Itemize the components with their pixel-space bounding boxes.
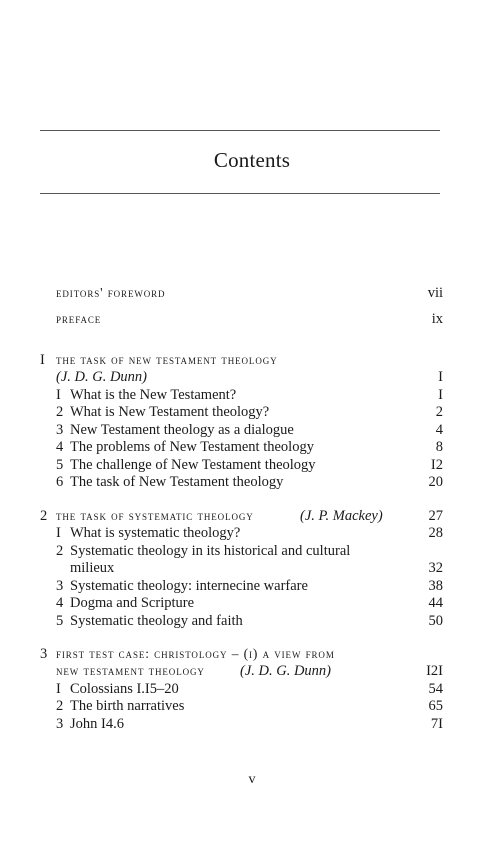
toc-section[interactable] (0, 697, 504, 715)
toc-entry-preface[interactable] (0, 310, 504, 328)
chapter-title: first test case: christology – (i) a view from (56, 646, 335, 661)
chapter-number: 3 (40, 646, 48, 662)
entry-page: 27 (428, 508, 443, 524)
entry-page: 44 (428, 595, 443, 611)
chapter-title: the task of systematic theology (56, 508, 254, 523)
section-title: milieux (70, 560, 115, 576)
top-rule (40, 130, 440, 131)
section-number: 5 (56, 613, 64, 629)
entry-page: vii (427, 285, 443, 301)
entry-title: preface (56, 311, 102, 326)
chapter-number: 2 (40, 508, 48, 524)
chapter-3-heading[interactable] (0, 645, 504, 663)
section-number: 4 (56, 595, 64, 611)
section-title: Dogma and Scripture (70, 595, 195, 611)
entry-page: 4 (435, 422, 443, 438)
toc-section[interactable] (0, 612, 504, 630)
entry-title: editors' foreword (56, 285, 166, 300)
section-number: 3 (56, 422, 64, 438)
entry-page: 20 (428, 474, 443, 490)
toc-section[interactable] (0, 594, 504, 612)
section-title: What is the New Testament? (70, 387, 237, 403)
section-title: Systematic theology: internecine warfare (70, 578, 308, 594)
section-number: 3 (56, 578, 64, 594)
chapter-author: (J. P. Mackey) (300, 508, 383, 524)
section-title: What is New Testament theology? (70, 404, 270, 420)
section-title: The challenge of New Testament theology (70, 457, 316, 473)
toc-section[interactable] (0, 542, 504, 560)
entry-page: ix (431, 311, 443, 327)
chapter-3-heading-continued[interactable] (0, 662, 504, 680)
chapter-title: the task of new testament theology (56, 352, 278, 367)
entry-page: I (438, 369, 443, 385)
section-number: 2 (56, 698, 64, 714)
section-number: 3 (56, 716, 64, 732)
toc-section[interactable] (0, 421, 504, 439)
toc-section[interactable] (0, 438, 504, 456)
toc-section[interactable] (0, 386, 504, 404)
toc-entry-foreword[interactable] (0, 284, 504, 302)
toc-section[interactable] (0, 715, 504, 733)
section-number: 2 (56, 404, 64, 420)
entry-page: 38 (428, 578, 443, 594)
entry-page: I2 (430, 457, 443, 473)
bottom-rule (40, 193, 440, 194)
chapter-2-heading[interactable] (0, 507, 504, 525)
page-title: Contents (213, 148, 291, 172)
chapter-1-heading[interactable] (0, 351, 504, 369)
chapter-1-author-line (0, 368, 504, 386)
section-title: The birth narratives (70, 698, 185, 714)
toc-section[interactable] (0, 403, 504, 421)
section-number: 2 (56, 543, 64, 559)
section-number: I (56, 525, 61, 541)
section-title: John I4.6 (70, 716, 124, 732)
section-number: 4 (56, 439, 64, 455)
entry-page: I2I (426, 663, 443, 679)
chapter-author: (J. D. G. Dunn) (240, 663, 332, 679)
entry-page: 54 (428, 681, 443, 697)
section-title: The problems of New Testament theology (70, 439, 314, 455)
toc-section[interactable] (0, 680, 504, 698)
section-title: What is systematic theology? (70, 525, 241, 541)
entry-page: 8 (435, 439, 443, 455)
toc-section[interactable] (0, 577, 504, 595)
section-title: Systematic theology and faith (70, 613, 243, 629)
section-number: 6 (56, 474, 64, 490)
entry-page: 2 (435, 404, 443, 420)
entry-page: 7I (430, 716, 443, 732)
entry-page: 50 (428, 613, 443, 629)
chapter-title: new testament theology (56, 663, 205, 678)
section-title: New Testament theology as a dialogue (70, 422, 294, 438)
entry-page: 65 (428, 698, 443, 714)
toc-section[interactable] (0, 456, 504, 474)
entry-page: I (438, 387, 443, 403)
section-title: Systematic theology in its historical and cultural (70, 543, 351, 559)
section-number: 5 (56, 457, 64, 473)
page-number: v (248, 772, 256, 787)
section-title: Colossians I.I5–20 (70, 681, 179, 697)
entry-page: 32 (428, 560, 443, 576)
entry-page: 28 (428, 525, 443, 541)
section-title: The task of New Testament theology (70, 474, 284, 490)
toc-section[interactable] (0, 524, 504, 542)
toc-section-continued[interactable] (0, 559, 504, 577)
section-number: I (56, 387, 61, 403)
toc-section[interactable] (0, 473, 504, 491)
section-number: I (56, 681, 61, 697)
chapter-number: I (40, 352, 45, 368)
chapter-author: (J. D. G. Dunn) (56, 369, 148, 385)
